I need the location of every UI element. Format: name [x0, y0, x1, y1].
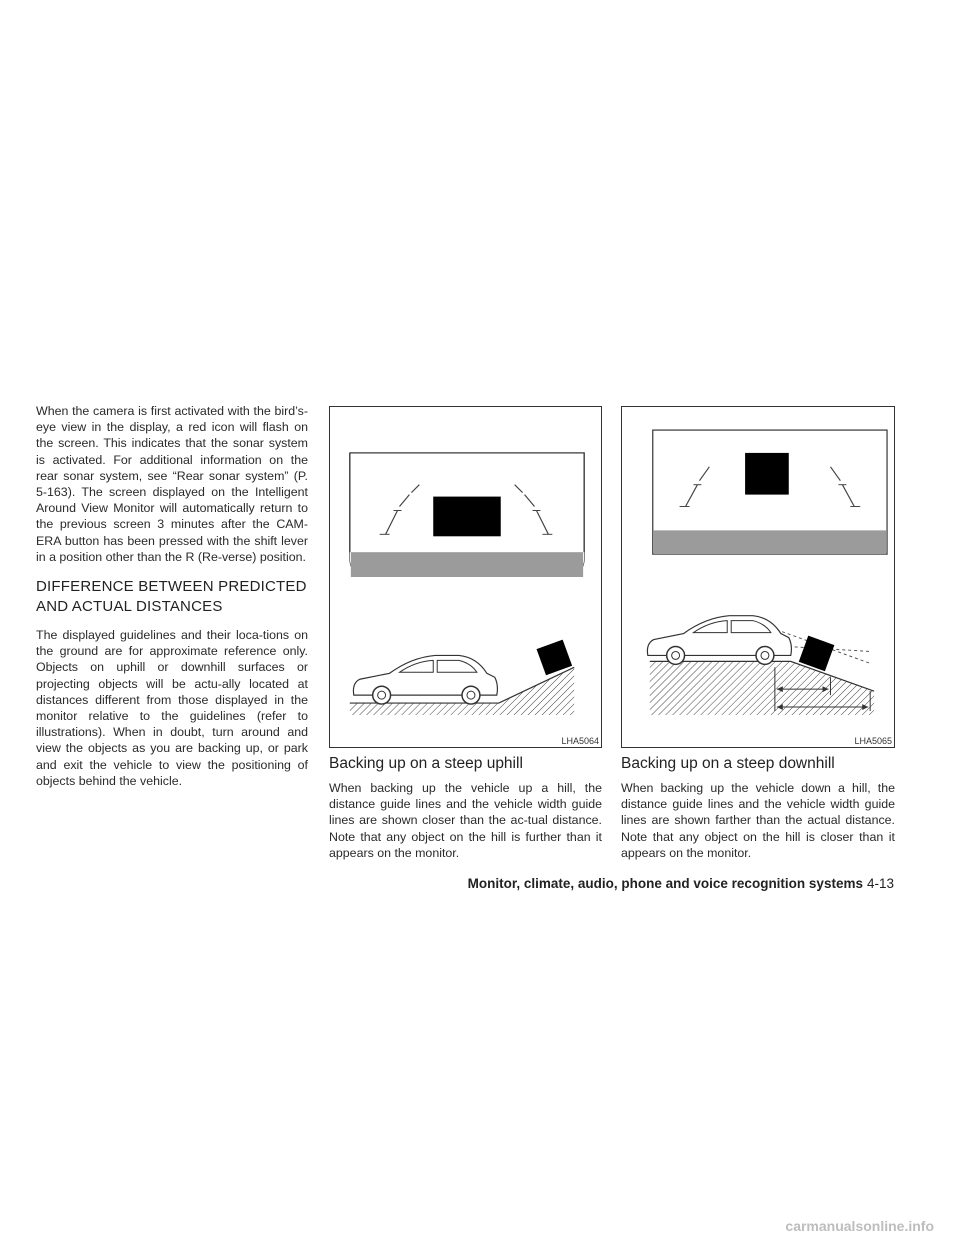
figure-id: LHA5065: [854, 736, 892, 746]
section-heading: DIFFERENCE BETWEEN PREDICTED AND ACTUAL DISTANCES: [36, 578, 307, 616]
car-silhouette: [353, 655, 497, 704]
page-footer: [468, 876, 894, 891]
section-paragraph: The displayed guidelines and their loca-tions on the ground are for approximate reference only. Objects on uphill or downhill surfaces or projecting objects will be actu-ally located at distances different from those displayed in the monitor relative to the guidelines (refer to illustrations). When in doubt, turn around and view the objects as you are backing up, or park and exit the vehicle to view the positioning of objects behind the vehicle.: [36, 628, 308, 788]
uphill-illustration: [329, 406, 602, 748]
downhill-caption: Backing up on a steep downhill: [621, 755, 835, 772]
uphill-diagram: [330, 407, 601, 747]
watermark: carmanualsonline.info: [785, 1218, 934, 1234]
downhill-diagram: [622, 407, 894, 747]
downhill-scene: [647, 616, 874, 715]
intro-paragraph: When the camera is first activated with the bird’s-eye view in the display, a red icon will flash on the screen. This indicates that the sonar system is activated. For additional information on the rear sonar system, see “Rear sonar system” (P. 5-163). The screen displayed on the Intelligent Around View Monitor will automatically return to the previous screen 3 minutes after the CAM-ERA button has been pressed with the shift lever in a position other than the R (Re-verse) position.: [36, 404, 308, 564]
uphill-caption: Backing up on a steep uphill: [329, 755, 523, 772]
downhill-text: When backing up the vehicle down a hill, the distance guide lines and the vehicle width guide lines are shown farther than the actual distance. Note that any object on the hill is closer than it appears on the monitor.: [621, 781, 895, 860]
page-number: 4-13: [866, 876, 894, 891]
monitor-screen: [653, 430, 887, 554]
footer-chapter: Monitor, climate, audio, phone and voice recognition systems: [467, 876, 863, 891]
monitor-screen: [350, 453, 584, 577]
uphill-column: [329, 406, 602, 861]
figure-id: LHA5064: [561, 736, 599, 746]
left-column: [36, 403, 308, 789]
downhill-column: [621, 406, 895, 861]
uphill-scene: [350, 640, 574, 715]
car-silhouette: [647, 616, 791, 665]
downhill-illustration: [621, 406, 895, 748]
uphill-text: When backing up the vehicle up a hill, the distance guide lines and the vehicle width guide lines are shown closer than the ac-tual distance. Note that any object on the hill is further than it appears on the monitor.: [329, 781, 602, 860]
